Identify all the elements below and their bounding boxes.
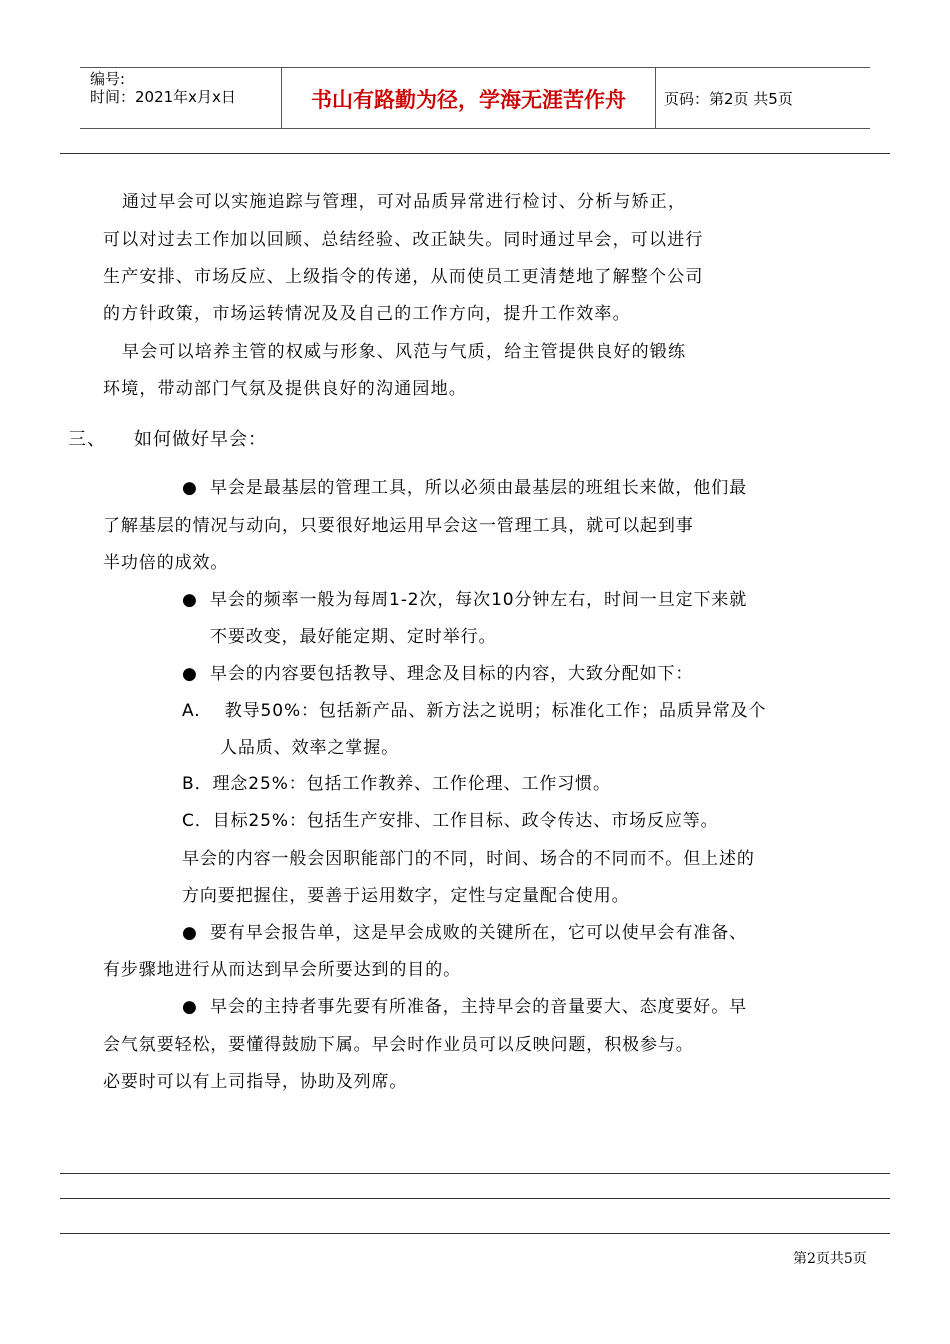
- bullet-text: 早会的主持者事先要有所准备，主持早会的音量要大、态度要好。早: [210, 997, 747, 1017]
- header-info: [90, 70, 236, 106]
- bullet-icon: ●: [182, 664, 197, 684]
- paragraph-line: 早会可以培养主管的权威与形象、风范与气质，给主管提供良好的锻练: [122, 342, 687, 362]
- bullet-text: 必要时可以有上司指导，协助及列席。: [103, 1072, 408, 1092]
- bullet-text: 半功倍的成效。: [103, 553, 229, 573]
- header-bottom-border: [80, 128, 870, 129]
- bullet-text: 要有早会报告单，这是早会成败的关键所在，它可以使早会有准备、: [210, 923, 747, 943]
- document-number-label: 编号:: [90, 70, 126, 88]
- header-motto: 书山有路勤为径，学海无涯苦作舟: [311, 87, 626, 112]
- bullet-icon: ●: [182, 590, 197, 610]
- list-item-a-continuation: 人品质、效率之掌握。: [220, 738, 399, 758]
- footer-rule: [60, 1173, 890, 1174]
- section-number: 三、: [68, 429, 106, 450]
- bullet-text: 早会是最基层的管理工具，所以必须由最基层的班组长来做，他们最: [210, 478, 747, 498]
- bullet-text: 不要改变，最好能定期、定时举行。: [210, 627, 497, 647]
- bullet-text: 会气氛要轻松，要懂得鼓励下属。早会时作业员可以反映问题，积极参与。: [103, 1035, 694, 1055]
- bullet-text: 了解基层的情况与动向，只要很好地运用早会这一管理工具，就可以起到事: [103, 516, 694, 536]
- bullet-text: 有步骤地进行从而达到早会所要达到的目的。: [103, 960, 461, 980]
- paragraph-line: 可以对过去工作加以回顾、总结经验、改正缺失。同时通过早会，可以进行: [103, 230, 704, 250]
- bullet-text: 早会的频率一般为每周1-2次，每次10分钟左右，时间一旦定下来就: [210, 590, 748, 610]
- header-page-number: 页码：第2页 共5页: [664, 90, 793, 108]
- document-date: 时间：2021年x月x日: [90, 88, 236, 106]
- list-item-c: C．目标25%：包括生产安排、工作目标、政令传达、市场反应等。: [182, 811, 719, 831]
- list-item-a: A. 教导50%：包括新产品、新方法之说明；标准化工作；品质异常及个: [182, 701, 767, 721]
- footer-rule: [60, 1233, 890, 1234]
- bullet-icon: ●: [182, 923, 197, 943]
- paragraph-line: 环境，带动部门气氛及提供良好的沟通园地。: [103, 379, 467, 399]
- paragraph-line: 生产安排、市场反应、上级指令的传递，从而使员工更清楚地了解整个公司: [103, 267, 704, 287]
- note-text: 早会的内容一般会因职能部门的不同，时间、场合的不同而不。但上述的: [182, 849, 755, 869]
- note-text: 方向要把握住，要善于运用数字，定性与定量配合使用。: [182, 886, 630, 906]
- list-item-b: B．理念25%：包括工作教养、工作伦理、工作习惯。: [182, 774, 611, 794]
- paragraph-line: 的方针政策，市场运转情况及及自己的工作方向，提升工作效率。: [103, 304, 631, 324]
- section-title: 如何做好早会：: [134, 429, 267, 450]
- footer-rule: [60, 1198, 890, 1199]
- header-separator: [60, 153, 890, 154]
- section-heading: [68, 425, 267, 451]
- bullet-icon: ●: [182, 478, 197, 498]
- footer-page-number: 第2页共5页: [793, 1251, 867, 1267]
- bullet-text: 早会的内容要包括教导、理念及目标的内容，大致分配如下：: [210, 664, 694, 684]
- paragraph-line: 通过早会可以实施追踪与管理，可对品质异常进行检讨、分析与矫正，: [122, 192, 687, 212]
- bullet-icon: ●: [182, 997, 197, 1017]
- header-divider: [655, 67, 656, 129]
- header-top-border: [80, 67, 870, 68]
